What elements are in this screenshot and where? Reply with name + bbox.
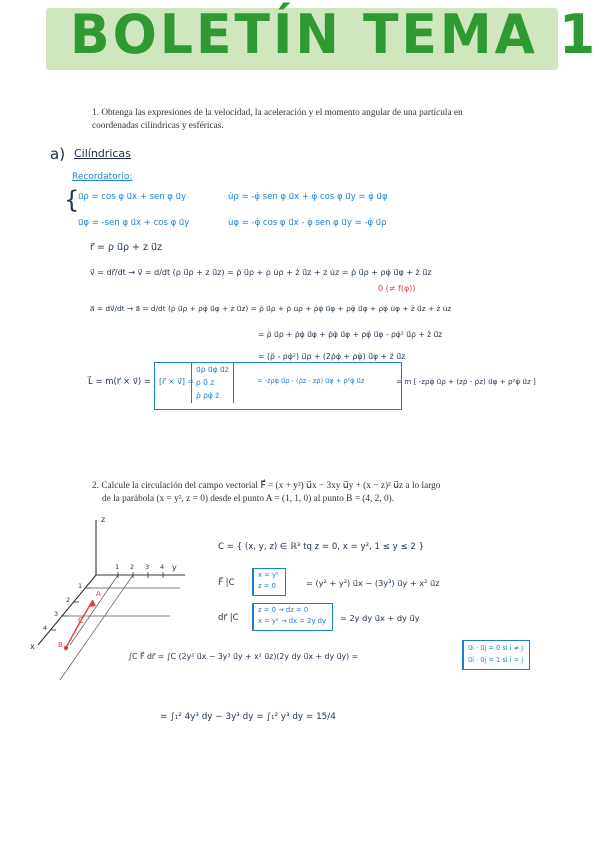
problem-1-text: Obtenga las expresiones de la velocidad, la aceleración y el momento angular de una partícula en coordenadas cilíndricas y esféricas.: [92, 108, 463, 131]
page-title: BOLETÍN TEMA 1: [70, 3, 599, 67]
determinant-row-3: ρ̇ ρφ̇ ż: [196, 391, 220, 400]
y-tick-3: 3: [145, 563, 150, 571]
eq-u-rho-dot: u̇ρ = -φ̇ sen φ u⃗x + φ̇ cos φ u⃗y = φ̇ u⃗φ: [228, 192, 388, 202]
field-sub-z: z = 0: [258, 582, 276, 590]
problem-2-text-2: de la parábola (x = y², z = 0) desde el punto A = (1, 1, 0) al punto B = (4, 2, 0).: [102, 493, 395, 504]
point-b-marker: [64, 646, 68, 650]
differential-result: = 2y dy u⃗x + dy u⃗y: [340, 613, 420, 623]
cross-product-label: [r⃗ × v⃗] =: [159, 377, 195, 386]
axis-y-label: y: [172, 563, 177, 572]
y-tick-2: 2: [130, 563, 135, 571]
eq-u-phi: u⃗φ = -sen φ u⃗x + cos φ u⃗y: [78, 218, 190, 228]
section-a-title: Cilíndricas: [74, 147, 131, 160]
field-on-curve-label: F⃗ |C: [218, 578, 235, 588]
y-tick-1: 1: [115, 563, 120, 571]
orthonormal-row-1: u⃗i · u⃗j = 0 si i ≠ j: [468, 644, 524, 652]
left-brace: {: [64, 186, 80, 214]
eq-u-rho: u⃗ρ = cos φ u⃗x + sen φ u⃗y: [78, 192, 187, 202]
differential-substitution-box: [252, 603, 333, 631]
x-tick-3: 3: [54, 610, 59, 618]
y-tick-4: 4: [160, 563, 165, 571]
axis-x-label: x: [30, 642, 35, 651]
x-tick-1: 1: [78, 582, 83, 590]
field-sub-x: x = y²: [258, 571, 279, 579]
eq-position: r⃗ = ρ u⃗ρ + z u⃗z: [90, 242, 163, 253]
eq-velocity: v⃗ = dr⃗/dt → v⃗ = d/dt (ρ u⃗ρ + z u⃗z) = ρ̇ u⃗ρ + ρ u̇ρ + ż u⃗z + z u̇z = ρ̇ u⃗ρ + ρφ̇ u⃗φ + ż u⃗z: [90, 268, 432, 277]
curve-arrow: [89, 600, 96, 607]
problem-1-number: 1.: [92, 108, 99, 118]
point-b-label: B: [58, 641, 63, 649]
x-tick-4: 4: [43, 624, 48, 632]
reminder-label: Recordatorio:: [72, 172, 133, 182]
determinant-row-1: u⃗ρ u⃗φ u⃗z: [196, 365, 229, 374]
eq-acceleration-2: = ρ̈ u⃗ρ + ρ̇φ̇ u⃗φ + ρ̇φ̇ u⃗φ + ρφ̈ u⃗φ - ρφ̇² u⃗ρ + z̈ u⃗z: [258, 330, 443, 339]
differential-label: dr⃗ |C: [218, 613, 239, 623]
velocity-note: 0 (≠ f(φ)): [378, 284, 416, 293]
integral-line-2: = ∫₁² 4y³ dy − 3y³ dy = ∫₁² y³ dy = 15/4: [160, 712, 336, 722]
cross-product-result: = -zρφ̇ u⃗ρ - (ρ̇z - zρ̇) u⃗φ + ρ²φ̇ u⃗z: [257, 377, 365, 385]
problem-2-text-1: Calcule la circulación del campo vectorial F⃗ = (x + y²) u⃗x − 3xy u⃗y + (x − z)² u⃗z a lo largo: [101, 481, 441, 491]
problem-2-number: 2.: [92, 481, 99, 491]
axis-z-label: z: [101, 515, 106, 524]
eq-acceleration-1: a⃗ = dv⃗/dt → a⃗ = d/dt (ρ̇ u⃗ρ + ρφ̇ u⃗φ + ż u⃗z) = ρ̈ u⃗ρ + ρ̇ u̇ρ + ρ̇φ̇ u⃗φ + ρφ̈ u⃗φ + ρφ̇ u̇φ + z̈ u⃗z + ż u̇z: [90, 304, 452, 313]
dr-sub-z: z = 0 → dz = 0: [258, 606, 309, 614]
eq-u-phi-dot: u̇φ = -φ̇ cos φ u⃗x - φ̇ sen φ u⃗y = -φ̇ u⃗ρ: [228, 218, 387, 228]
eq-angular-momentum-right: = m [ -zρφ̇ u⃗ρ + (zρ̇ - ρ̇z) u⃗φ + ρ²φ̇ u⃗z ]: [396, 377, 536, 386]
orthonormal-row-2: u⃗i · u⃗j = 1 si i = j: [468, 656, 524, 664]
eq-acceleration-3: = (ρ̈ - ρφ̇²) u⃗ρ + (2ρ̇φ̇ + ρφ̈) u⃗φ + z̈ u⃗z: [258, 352, 406, 361]
determinant-row-2: ρ 0 z: [196, 378, 215, 387]
curve-label: C: [78, 616, 84, 625]
point-a-label: A: [96, 590, 101, 598]
orthonormal-box: [462, 640, 530, 670]
section-a-label: a): [50, 145, 66, 163]
eq-angular-momentum-left: L⃗ = m(r⃗ × v⃗) =: [88, 377, 152, 387]
x-tick-2: 2: [66, 596, 71, 604]
integral-line-1: ∫C F⃗ dr⃗ = ∫C (2y² u⃗x − 3y³ u⃗y + x² u⃗z)(2y dy u⃗x + dy u⃗y) =: [128, 652, 359, 661]
field-on-curve: = (y² + y²) u⃗x − (3y³) u⃗y + x² u⃗z: [306, 578, 440, 588]
curve-definition: C = { (x, y, z) ∈ ℝ³ tq z = 0, x = y², 1 ≤ y ≤ 2 }: [218, 542, 425, 552]
field-substitution-box: [252, 568, 286, 596]
dr-sub-x: x = y² → dx = 2y dy: [258, 617, 326, 625]
